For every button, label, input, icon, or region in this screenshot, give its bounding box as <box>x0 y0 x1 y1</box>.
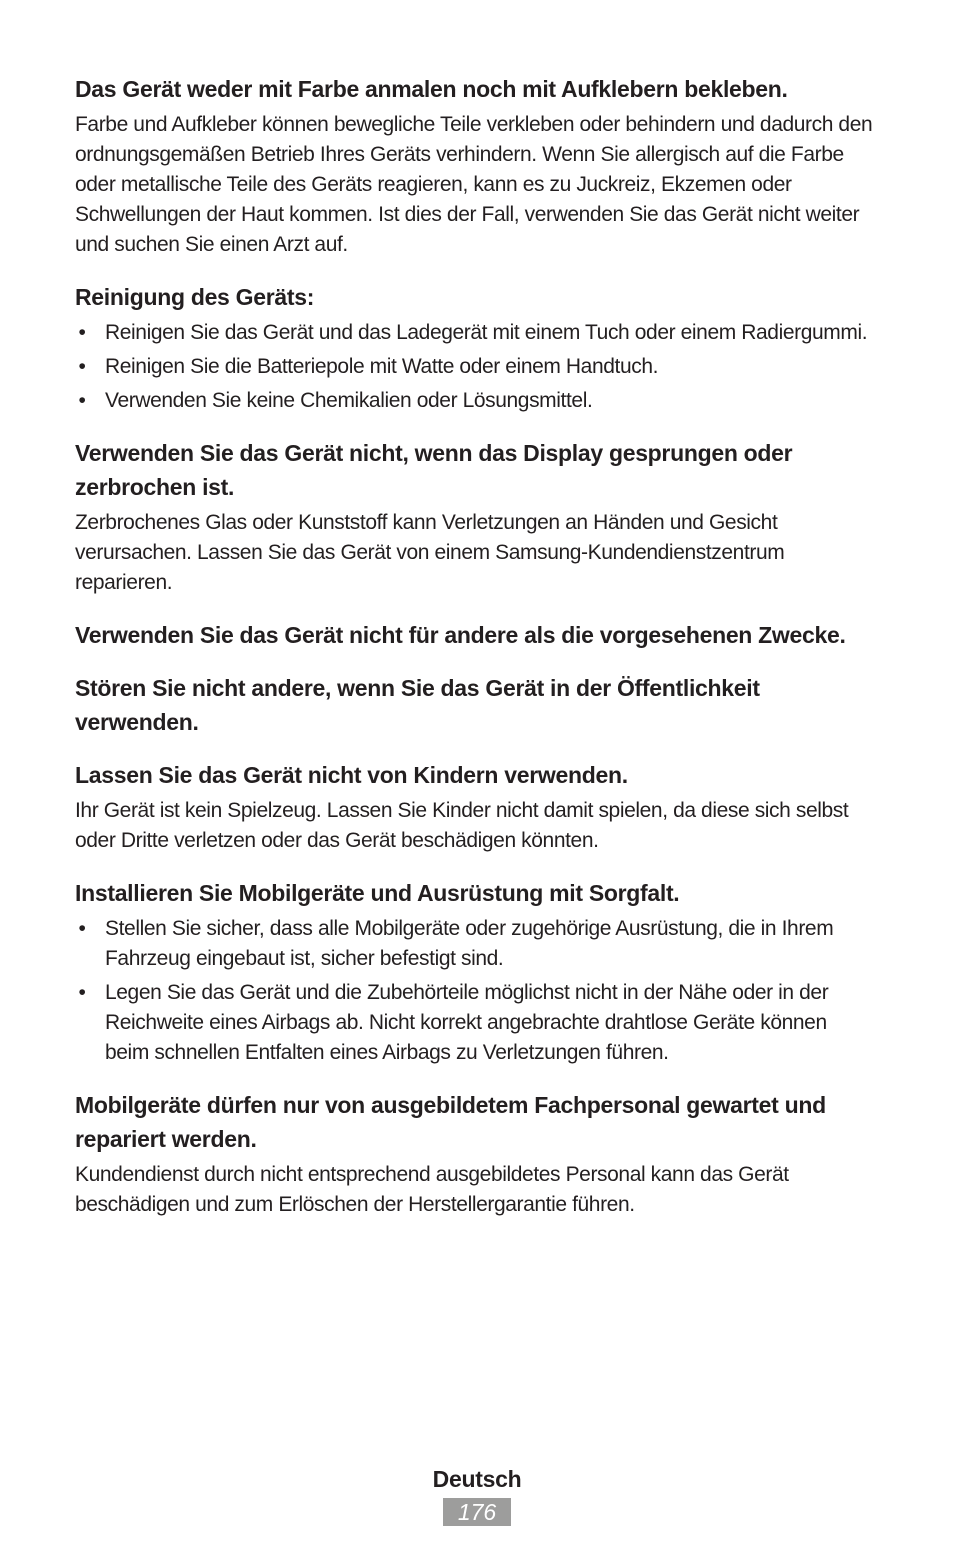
section-heading: Verwenden Sie das Gerät nicht, wenn das Display gesprungen oder zerbrochen ist. <box>75 440 793 500</box>
section-heading: Das Gerät weder mit Farbe anmalen noch mit Aufklebern bekleben. <box>75 76 788 102</box>
section-heading: Reinigung des Geräts: <box>75 284 315 310</box>
document-content <box>75 72 875 1240</box>
section-heading: Mobilgeräte dürfen nur von ausgebildetem Fachpersonal gewartet und repariert werden. <box>75 1092 826 1152</box>
bullet-list <box>75 914 875 1068</box>
section-heading: Installieren Sie Mobilgeräte und Ausrüstung mit Sorgfalt. <box>75 880 680 906</box>
section-body: Farbe und Aufkleber können bewegliche Teile verkleben oder behindern und dadurch den ordnungsgemäßen Betrieb Ihres Geräts verhindern. Wenn Sie allergisch auf die Farbe oder metallische Teile des Geräts reagieren, kann es zu Juckreiz, Ekzemen oder Schwellungen der Haut kommen. Ist dies der Fall, verwenden Sie das Gerät nicht weiter und suchen Sie einen Arzt auf. <box>75 113 873 256</box>
list-item-text: Verwenden Sie keine Chemikalien oder Lösungsmittel. <box>105 389 593 412</box>
list-item <box>75 978 875 1068</box>
list-item-text: Reinigen Sie die Batteriepole mit Watte oder einem Handtuch. <box>105 355 659 378</box>
section-body: Ihr Gerät ist kein Spielzeug. Lassen Sie Kinder nicht damit spielen, da diese sich selbst oder Dritte verletzen oder das Gerät beschädigen könnten. <box>75 799 849 852</box>
list-item <box>75 318 875 348</box>
section-public-use <box>75 671 875 739</box>
section-service <box>75 1088 875 1220</box>
page-number: 176 <box>443 1498 511 1526</box>
list-item-text: Reinigen Sie das Gerät und das Ladegerät mit einem Tuch oder einem Radiergummi. <box>105 321 868 344</box>
section-children <box>75 758 875 856</box>
list-item-text: Legen Sie das Gerät und die Zubehörteile möglichst nicht in der Nähe oder in der Reichweite eines Airbags ab. Nicht korrekt angebrachte drahtlose Geräte können beim schnellen Entfalten eines Airbags zu Verletzungen führen. <box>105 981 829 1064</box>
section-cleaning <box>75 280 875 416</box>
bullet-icon: • <box>78 917 86 940</box>
list-item <box>75 386 875 416</box>
bullet-icon: • <box>78 355 86 378</box>
bullet-icon: • <box>78 981 86 1004</box>
page-footer <box>0 1462 954 1526</box>
section-broken-display <box>75 436 875 598</box>
section-body: Zerbrochenes Glas oder Kunststoff kann Verletzungen an Händen und Gesicht verursachen. Lassen Sie das Gerät von einem Samsung-Kundendienstzentrum reparieren. <box>75 511 785 594</box>
section-heading: Stören Sie nicht andere, wenn Sie das Gerät in der Öffentlichkeit verwenden. <box>75 675 760 735</box>
section-installation <box>75 876 875 1068</box>
section-body: Kundendienst durch nicht entsprechend ausgebildetes Personal kann das Gerät beschädigen und zum Erlöschen der Herstellergarantie führen. <box>75 1163 789 1216</box>
section-heading: Lassen Sie das Gerät nicht von Kindern verwenden. <box>75 762 628 788</box>
section-intended-use <box>75 618 875 652</box>
bullet-icon: • <box>78 389 86 412</box>
bullet-icon: • <box>78 321 86 344</box>
list-item <box>75 914 875 974</box>
section-paint-stickers <box>75 72 875 260</box>
list-item-text: Stellen Sie sicher, dass alle Mobilgeräte oder zugehörige Ausrüstung, die in Ihrem Fahrzeug eingebaut ist, sicher befestigt sind. <box>105 917 834 970</box>
section-heading: Verwenden Sie das Gerät nicht für andere als die vorgesehenen Zwecke. <box>75 622 846 648</box>
list-item <box>75 352 875 382</box>
bullet-list <box>75 318 875 416</box>
footer-language: Deutsch <box>432 1466 522 1492</box>
